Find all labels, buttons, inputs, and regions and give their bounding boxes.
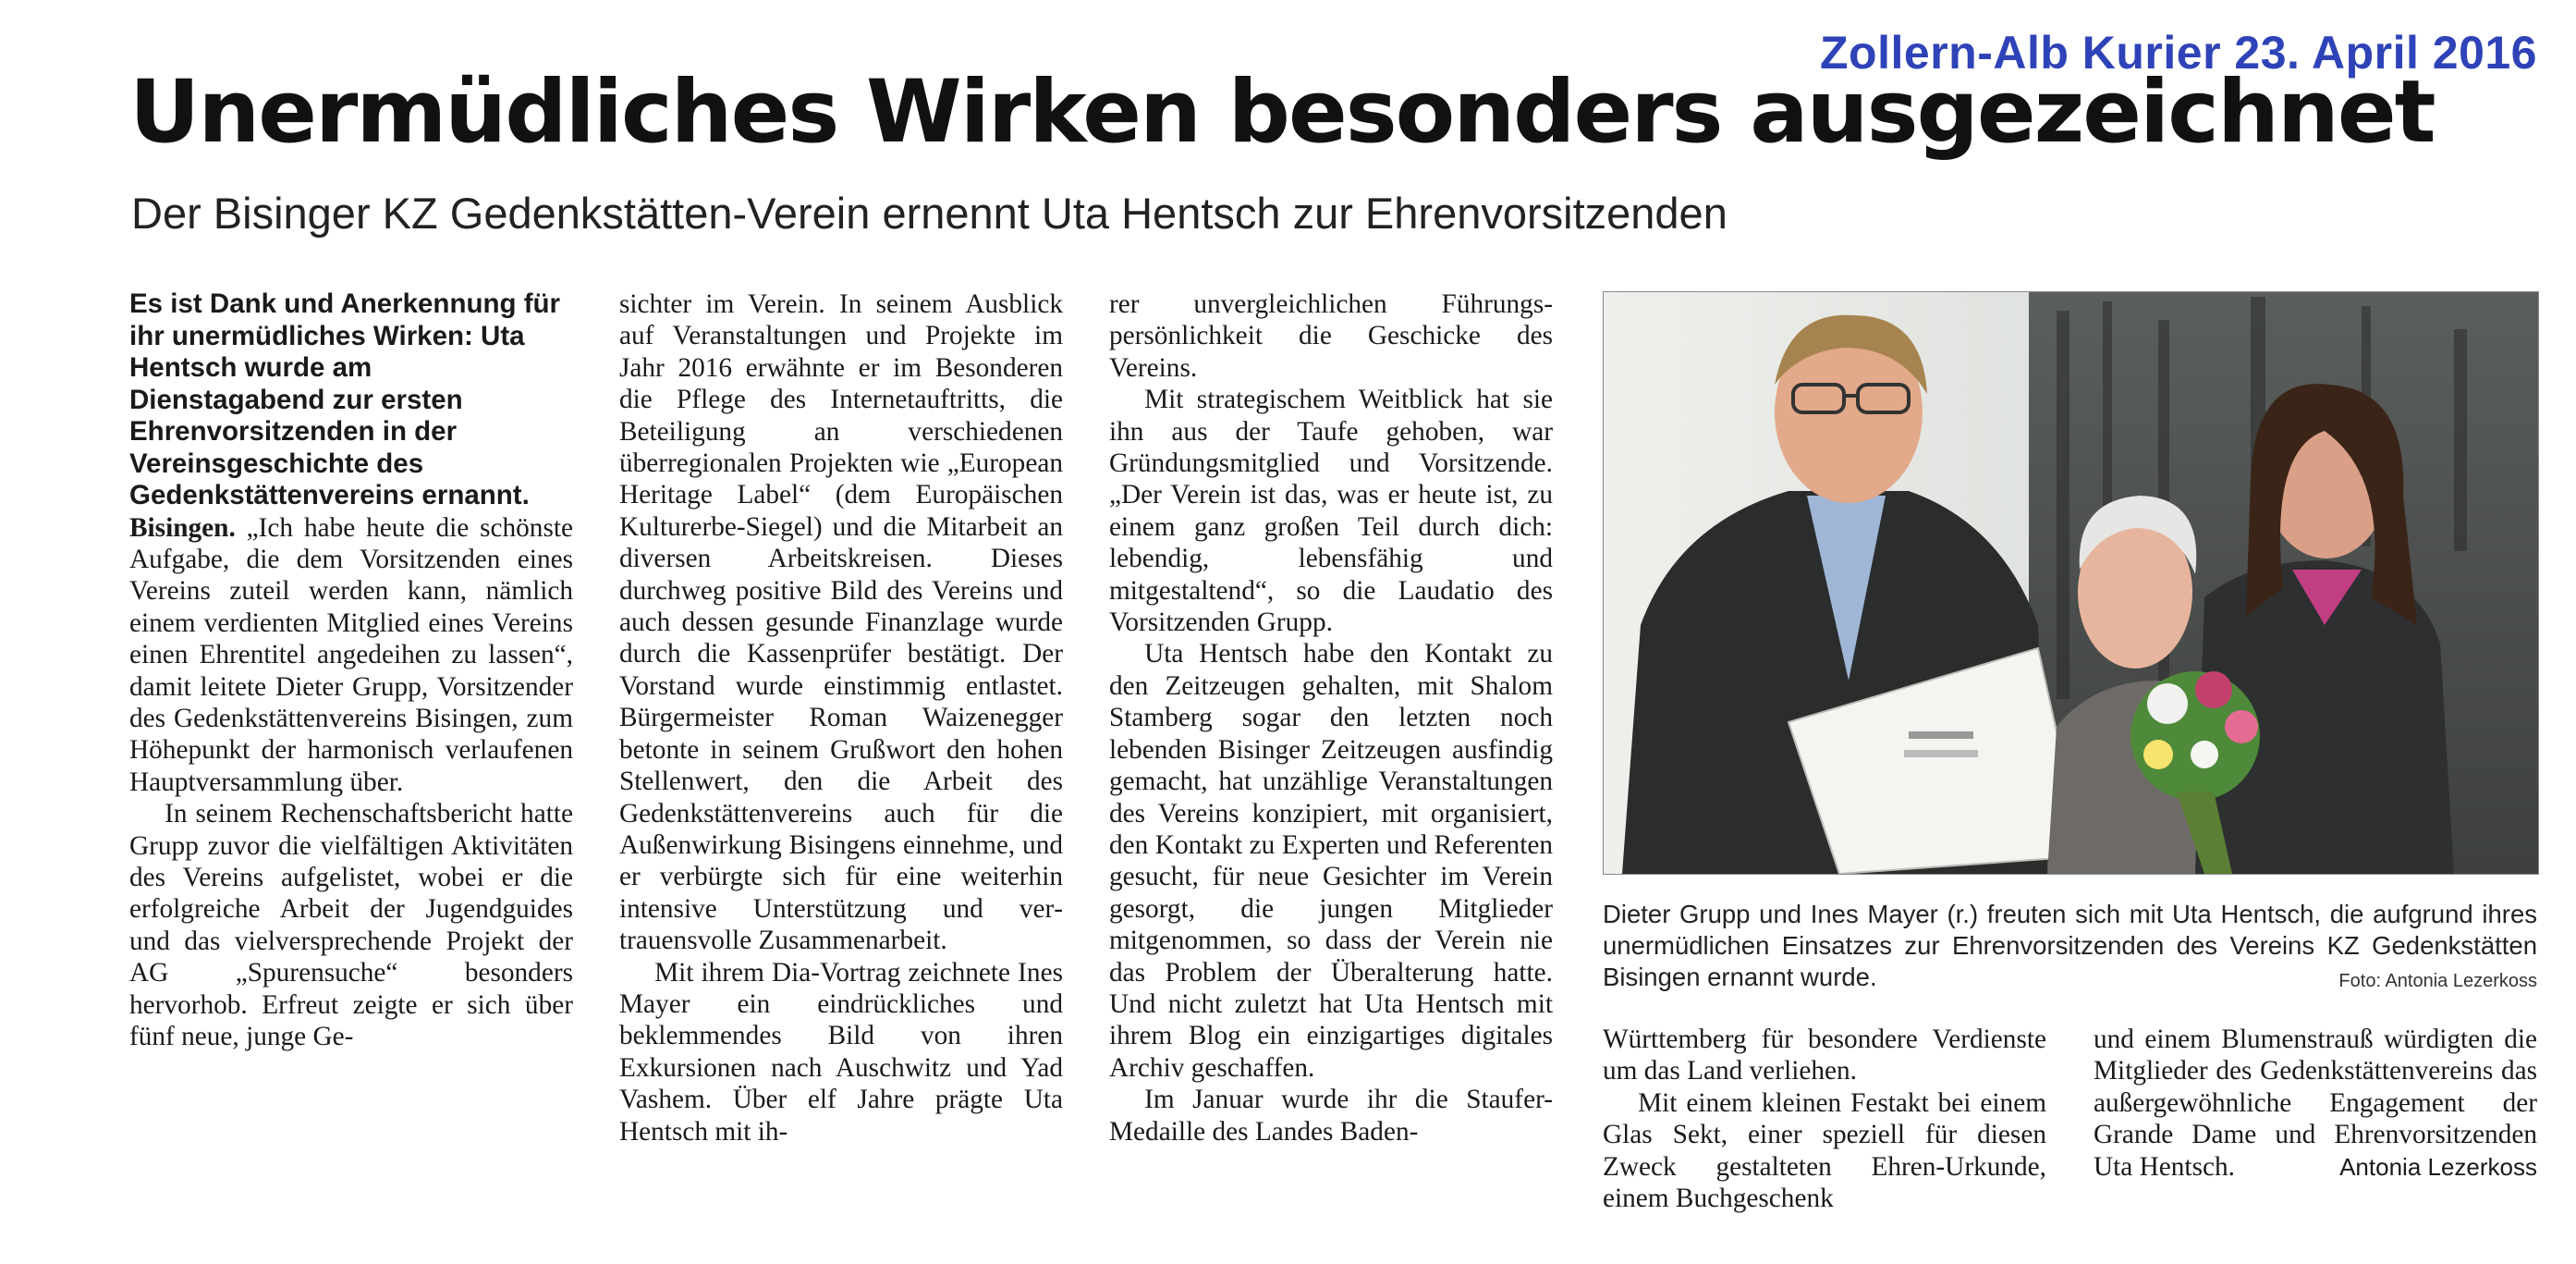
body-paragraph-7-start: Mit einem kleinen Festakt bei einem Glas Sekt, einer speziell für diesen Zweck gestalteten Ehren-Urkunde, einem Buchgeschenk xyxy=(1603,1087,2046,1214)
headline: Unermüdliches Wirken besonders ausgezeichnet xyxy=(129,62,2435,163)
body-paragraph-3-end: rer unvergleichlichen Führungspersönlichkeit die Geschicke des Vereins. xyxy=(1109,289,1553,383)
dateline: Bisingen. xyxy=(129,512,236,543)
article-column-5 xyxy=(2094,1024,2537,1183)
article-column-1 xyxy=(129,288,573,1052)
body-text: „Ich habe heute die schönste Aufgabe, die dem Vorsitzenden eines Vereins zuteil werden kann, nämlich einem verdienten Mitglied eines Vereins einen Ehrentitel angedeihen zu lassen“, damit leitete Dieter Grupp, Vorsitzender des Gedenkstättenvereins Bisingen, zum Höhepunkt der harmonisch verlaufenen Hauptversammlung über. xyxy=(129,512,573,797)
article-column-2 xyxy=(619,288,1063,1147)
article-column-3 xyxy=(1109,288,1553,1147)
body-paragraph-6-end: Württemberg für besondere Verdienste um das Land verliehen. xyxy=(1603,1025,2046,1086)
body-paragraph-4: Mit strategischem Weitblick hat sie ihn aus der Taufe gehoben, war Gründungsmitglied und Vorsitzende. „Der Verein ist das, was er heute ist, zu einem ganz großen Teil durch dich: lebendig, lebensfähig und mitgestaltend“, so die Laudatio des Vorsitzenden Grupp. xyxy=(1109,385,1553,638)
author-name: Antonia Lezerkoss xyxy=(2339,1152,2537,1181)
article-photo xyxy=(1603,291,2539,875)
photo-credit: Foto: Antonia Lezerkoss xyxy=(2338,971,2537,991)
photo-illustration xyxy=(1604,292,2538,874)
body-paragraph-7-end: und einem Blumenstrauß würdigten die Mitglieder des Gedenkstättenvereins das außergewöhnliche Engagement der Grande Dame und Ehrenvorsitzenden Uta Hentsch. Antonia Lezerkoss xyxy=(2094,1025,2537,1182)
body-paragraph-6-start: Im Januar wurde ihr die Staufer-Medaille des Landes Baden- xyxy=(1109,1085,1553,1147)
body-paragraph-3-start: Mit ihrem Dia-Vortrag zeichnete Ines Mayer ein eindrückliches und beklemmendes Bild von ihren Exkursionen nach Auschwitz und Yad Vashem. Über elf Jahre prägte Uta Hentsch mit ih- xyxy=(619,957,1063,1147)
body-paragraph-2-start: In seinem Rechenschaftsbericht hatte Grupp zuvor die vielfältigen Aktivitäten des Vereins aufgelistet, wobei er die erfolgreiche Arbeit der Jugendguides und das vielversprechende Projekt der AG „Spurensuche“ besonders hervorhob. Erfreut zeigte er sich über fünf neue, junge Ge- xyxy=(129,799,573,1051)
body-paragraph-5: Uta Hentsch habe den Kontakt zu den Zeitzeugen gehalten, mit Shalom Stamberg sogar den letzten noch lebenden Bisinger Zeitzeugen ausfindig gemacht, hat unzählige Veranstaltungen des Vereins konzipiert, mit organisiert, den Kontakt zu Experten und Referenten gesucht, für neue Gesichter im Verein gesorgt, die jungen Mitglieder mitgenommen, so dass der Verein nie das Problem der Überalterung hatte. Und nicht zuletzt hat Uta Hentsch mit ihrem Blog ein einzigartiges digitales Archiv geschaffen. xyxy=(1109,639,1553,1083)
photo-caption: Dieter Grupp und Ines Mayer (r.) freuten sich mit Uta Hentsch, die aufgrund ihres unermüdlichen Einsatzes zur Ehrenvorsitzenden des Vereins KZ Gedenkstätten Bisingen ernannt wurde. xyxy=(1603,900,2537,991)
body-paragraph-2-end: sichter im Verein. In seinem Ausblick auf Veranstaltungen und Projekte im Jahr 2016 erwähnte er im Besonderen die Pflege des Internetauftritts, die Beteiligung an verschiedenen überregionalen Projekten wie „European Heritage Label“ (dem Europäischen Kulturerbe-Siegel) und die Mitarbeit an diversen Arbeitskreisen. Dieses durchweg positive Bild des Vereins und auch dessen gesunde Finanzlage wurde durch die Kassenprüfer bestätigt. Der Vorstand wurde einstimmig entlastet. Bürgermeister Roman Waizenegger betonte in seinem Grußwort den hohen Stellenwert, den die Arbeit des Gedenkstättenvereins auch für die Außenwirkung Bisingens einnehme, und er verbürgte sich für eine weiterhin intensive Unterstützung und vertrauensvolle Zusammenarbeit. xyxy=(619,289,1063,956)
lead-paragraph: Es ist Dank und Anerkennung für ihr unermüdliches Wirken: Uta Hentsch wurde am Dienstagabend zur ersten Ehrenvorsitzenden in der Vereinsgeschichte des Gedenkstättenvereins ernannt. xyxy=(129,288,561,510)
article-column-4 xyxy=(1603,1024,2046,1214)
subheadline: Der Bisinger KZ Gedenkstätten-Verein ernennt Uta Hentsch zur Ehrenvorsitzenden xyxy=(131,189,1728,238)
newspaper-source-label: Zollern-Alb Kurier 23. April 2016 xyxy=(1820,27,2537,79)
body-paragraph-1 xyxy=(129,512,573,799)
